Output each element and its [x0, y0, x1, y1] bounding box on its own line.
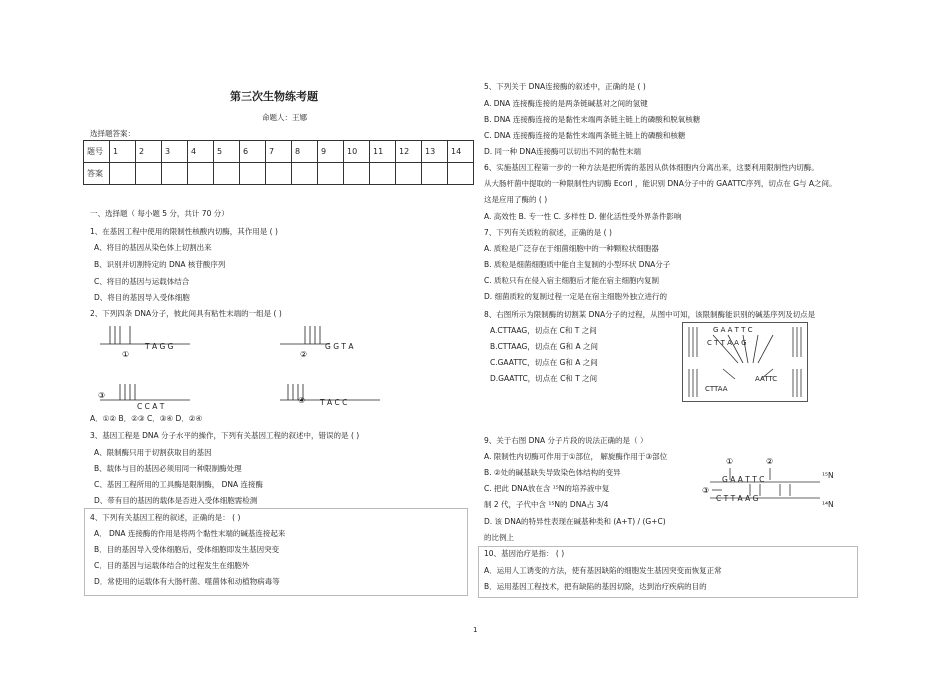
- question-number: 7: [266, 141, 292, 163]
- question-number: 6: [240, 141, 266, 163]
- option: A、限制酶只用于切割获取目的基因: [94, 448, 212, 457]
- section-heading: 一、选择题（ 每小题 5 分，共计 70 分）: [90, 209, 229, 218]
- question-number: 12: [396, 141, 422, 163]
- question-7: 7、下列有关质粒的叙述，正确的是 ( ): [484, 228, 612, 237]
- site-1-label: ①: [726, 457, 734, 466]
- answer-cell[interactable]: [110, 163, 136, 185]
- option-continuation: 的比例上: [484, 533, 514, 542]
- question-number: 3: [162, 141, 188, 163]
- option: C.GAATTC，切点在 G和 A 之间: [490, 358, 598, 367]
- question-number: 14: [448, 141, 474, 163]
- answer-cell[interactable]: [370, 163, 396, 185]
- option-continuation: 制 2 代，子代中含 ¹⁵N的 DNA占 3/4: [484, 500, 609, 509]
- option: A. 质粒是广泛存在于细菌细胞中的一种颗粒状细胞器: [484, 244, 659, 253]
- circle-2-label: ②: [300, 350, 308, 359]
- page-title: 第三次生物练考题: [230, 90, 318, 103]
- answer-cell[interactable]: [448, 163, 474, 185]
- option: C．目的基因与运载体结合的过程发生在细胞外: [94, 561, 250, 570]
- option: D、带有目的基因的载体是否进入受体细胞需检测: [94, 496, 258, 505]
- question-number: 5: [214, 141, 240, 163]
- answer-cell[interactable]: [344, 163, 370, 185]
- option: C. DNA 连接酶连接的是黏性末端两条链主链上的磷酸和核糖: [484, 131, 686, 140]
- fragment-3-seq: C C A T: [137, 402, 165, 411]
- option: A．运用人工诱变的方法，使有基因缺陷的细胞发生基因突变而恢复正常: [484, 566, 722, 575]
- fragment-1-seq: T A G G: [145, 342, 174, 351]
- q2-options: A．①② B．②③ C．③④ D．②④: [90, 414, 203, 423]
- table-row: [84, 141, 474, 163]
- option: D．常使用的运载体有大肠杆菌、噬菌体和动植物病毒等: [94, 577, 280, 586]
- option: D.GAATTC，切点在 C和 T 之间: [490, 374, 598, 383]
- option: A． DNA 连接酶的作用是将两个黏性末端的碱基连接起来: [94, 529, 286, 538]
- option: B.CTTAAG，切点在 G和 A 之间: [490, 342, 598, 351]
- question-number: 8: [292, 141, 318, 163]
- option: C. 把此 DNA放在含 ¹⁵N的培养液中复: [484, 484, 610, 493]
- answer-label: 选择题答案：: [90, 129, 135, 138]
- site-3-label: ③: [702, 486, 710, 495]
- fig-cut-right: AATTC: [755, 375, 778, 383]
- table-row: [84, 163, 474, 185]
- question-number: 13: [422, 141, 448, 163]
- question-number: 1: [110, 141, 136, 163]
- option: A.CTTAAG，切点在 C和 T 之间: [490, 326, 597, 335]
- question-number: 4: [188, 141, 214, 163]
- fig-seq-top: G A A T T C: [713, 326, 753, 334]
- question-9: 9、关于右图 DNA 分子片段的说法正确的是（ ）: [484, 436, 648, 445]
- option: A. DNA 连接酶连接的是两条链碱基对之间的氢键: [484, 99, 648, 108]
- option: B．运用基因工程技术，把有缺陷的基因切除，达到治疗疾病的目的: [484, 582, 707, 591]
- option: C、将目的基因与运载体结合: [94, 277, 190, 286]
- option: D. 该 DNA的特异性表现在碱基种类和 (A+T) / (G+C): [484, 517, 666, 526]
- answer-cell[interactable]: [396, 163, 422, 185]
- option: C、基因工程所用的工具酶是限制酶， DNA 连接酶: [94, 480, 264, 489]
- question-5: 5、下列关于 DNA连接酶的叙述中，正确的是 ( ): [484, 82, 646, 91]
- row-header: 题号: [84, 141, 110, 163]
- question-6-line-2: 从大肠杆菌中提取的一种限制性内切酶 EcorI ，能识别 DNA分子中的 GAATTC序列，切点在 G与 A之间。: [484, 179, 837, 188]
- option: C. 质粒只有在侵入宿主细胞后才能在宿主细胞内复制: [484, 276, 660, 285]
- question-3: 3、基因工程是 DNA 分子水平的操作，下列有关基因工程的叙述中，错误的是 ( ): [90, 431, 360, 440]
- option: D. 同一种 DNA连接酶可以切出不同的黏性末端: [484, 147, 641, 156]
- answer-cell[interactable]: [240, 163, 266, 185]
- answer-table: [83, 140, 474, 185]
- row-header: 答案: [84, 163, 110, 185]
- answer-cell[interactable]: [188, 163, 214, 185]
- option: B、识别并切割特定的 DNA 核苷酸序列: [94, 260, 226, 269]
- fig-seq-bottom: C T T A A G: [707, 339, 747, 347]
- fragment-4-seq: T A C C: [320, 398, 348, 407]
- question-number: 11: [370, 141, 396, 163]
- question-8: 8、右图所示为限制酶的切割某 DNA分子的过程，从图中可知，该限制酶能识别的碱基序列及切点是: [484, 310, 816, 319]
- answer-cell[interactable]: [136, 163, 162, 185]
- question-4: 4、下列有关基因工程的叙述，正确的是： ( ): [90, 513, 241, 522]
- dna-top-strand: G A A T T C: [722, 475, 765, 484]
- author-line: 命题人：王娜: [262, 113, 307, 122]
- option: B．目的基因导入受体细胞后，受体细胞即发生基因突变: [94, 545, 280, 554]
- question-number: 9: [318, 141, 344, 163]
- option: A. 限制性内切酶可作用于①部位， 解旋酶作用于③部位: [484, 452, 668, 461]
- option: B. 质粒是细菌细胞质中能自主复制的小型环状 DNA分子: [484, 260, 671, 269]
- n14-label: ¹⁴N: [822, 500, 834, 509]
- page-number: 1: [473, 626, 478, 634]
- dna-bottom-strand: C T T A A G: [716, 494, 759, 503]
- question-6: 6、实施基因工程第一步的一种方法是把所需的基因从供体细胞内分离出来，这要利用限制性内切酶。: [484, 163, 819, 172]
- circle-4-label: ④: [298, 396, 306, 405]
- answer-cell[interactable]: [266, 163, 292, 185]
- fig-cut-left: CTTAA: [705, 385, 728, 393]
- answer-cell[interactable]: [214, 163, 240, 185]
- answer-cell[interactable]: [292, 163, 318, 185]
- question-10: 10、基因治疗是指： ( ): [484, 549, 565, 558]
- question-6-line-3: 这是应用了酶的 ( ): [484, 195, 548, 204]
- option: B、载体与目的基因必须用同一种限制酶处理: [94, 464, 242, 473]
- n15-label: ¹⁵N: [822, 471, 834, 480]
- option: B. ②处的碱基缺失导致染色体结构的变异: [484, 468, 621, 477]
- restriction-enzyme-figure: [682, 322, 808, 402]
- answer-cell[interactable]: [318, 163, 344, 185]
- q6-options: A. 高效性 B. 专一性 C. 多样性 D. 催化活性受外界条件影响: [484, 212, 682, 221]
- circle-3-label: ③: [98, 391, 106, 400]
- option: B. DNA 连接酶连接的是黏性末端两条链主链上的磷酸和脱氧核糖: [484, 115, 701, 124]
- option: D. 细菌质粒的复制过程一定是在宿主细胞外独立进行的: [484, 292, 668, 301]
- answer-cell[interactable]: [162, 163, 188, 185]
- question-number: 10: [344, 141, 370, 163]
- fragment-2-seq: G G T A: [325, 342, 354, 351]
- option: D、将目的基因导入受体细胞: [94, 293, 190, 302]
- question-1: 1、在基因工程中使用的限制性核酸内切酶，其作用是 ( ): [90, 227, 278, 236]
- circle-1-label: ①: [122, 350, 130, 359]
- question-2: 2、下列四条 DNA分子，彼此间具有粘性末端的一组是 ( ): [90, 309, 282, 318]
- site-2-label: ②: [766, 457, 774, 466]
- answer-cell[interactable]: [422, 163, 448, 185]
- option: A、将目的基因从染色体上切割出来: [94, 243, 212, 252]
- question-number: 2: [136, 141, 162, 163]
